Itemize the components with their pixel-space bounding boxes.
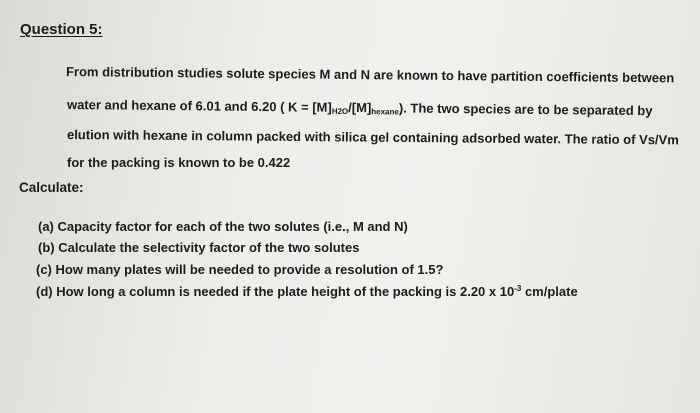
paragraph-line-3: elution with hexane in column packed with silica gel containing adsorbed water. The ratio of Vs/Vm	[66, 127, 679, 148]
paragraph-line-2-start: water and hexane of 6.01 and 6.20 ( K = [M]	[66, 97, 332, 115]
item-d	[36, 284, 578, 299]
calculate-label: Calculate:	[19, 180, 84, 195]
item-c: (c) How many plates will be needed to provide a resolution of 1.5?	[36, 262, 444, 277]
paragraph-line-2-middle: /[M]	[348, 99, 372, 116]
question-title: Question 5:	[20, 21, 103, 38]
item-d-exponent: -3	[514, 284, 522, 293]
item-d-text: (d) How long a column is needed if the plate height of the packing is 2.20 x 10	[36, 284, 515, 299]
paragraph-line-1: From distribution studies solute species M and N are known to have partition coefficients between	[65, 64, 675, 86]
item-a: (a) Capacity factor for each of the two solutes (i.e., M and N)	[38, 219, 408, 234]
subscript-hexane: hexane	[371, 107, 399, 117]
paragraph-line-4: for the packing is known to be 0.422	[67, 155, 291, 170]
item-d-unit: cm/plate	[521, 284, 578, 299]
paragraph-line-2	[67, 97, 653, 119]
subscript-h2o: H2O	[331, 106, 349, 116]
item-b: (b) Calculate the selectivity factor of the two solutes	[38, 240, 360, 255]
paragraph-line-2-end: ). The two species are to be separated by	[398, 100, 653, 119]
